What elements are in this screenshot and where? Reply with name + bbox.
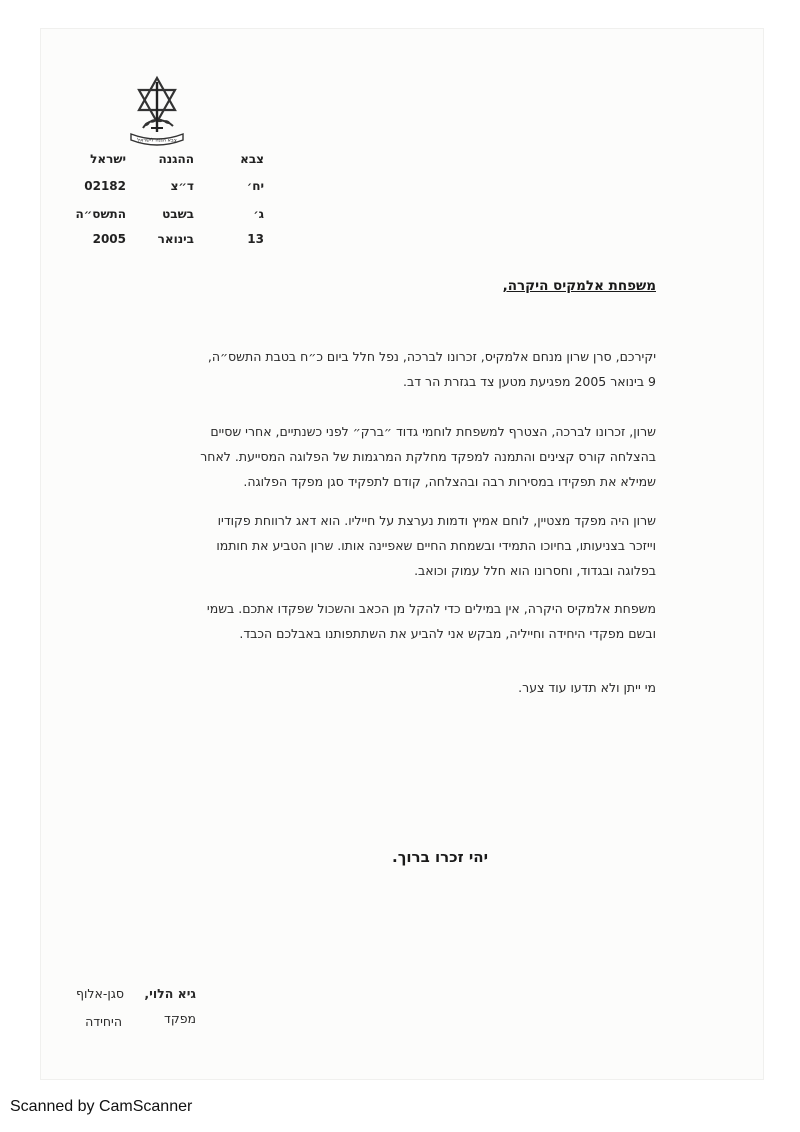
salutation: משפחת אלמקיס היקרה, [502, 278, 656, 294]
paragraph-1 [86, 344, 656, 394]
signature-unit: היחידה [85, 1014, 122, 1029]
header-month: בינואר [157, 232, 194, 246]
header-hebrew-day: ג׳ [253, 207, 264, 221]
header-hebrew-year: התשס״ה [75, 207, 126, 221]
paragraph-3 [86, 508, 656, 583]
paragraph-line: משפחת אלמקיס היקרה, אין במילים כדי להקל מן הכאב והשכול שפקדו אתכם. בשמי [206, 601, 656, 616]
header-israel: ישראל [90, 152, 126, 166]
idf-emblem-icon [125, 72, 189, 146]
header-unit-label: יח׳ [246, 179, 264, 193]
paragraph-line: 9 בינואר 2005 מפגיעת מטען צד בגזרת הר דב. [403, 374, 656, 389]
paragraph-line: וייזכר בצניעותו, בחיוכו התמידי ובשמחת החיים שאפיינה אותו. שרון הטביע את חותמו [216, 538, 656, 553]
header-hebrew-month: בשבט [162, 207, 194, 221]
paragraph-5 [86, 675, 656, 700]
paragraph-line: יקירכם, סרן שרון מנחם אלמקיס, זכרונו לברכה, נפל חלל ביום כ״ח בטבת התשס״ה, [207, 349, 656, 364]
paragraph-line: בהצלחה קורס קצינים והתמנה למפקד מחלקת המרגמות של הפלוגה המסייעת. לאחר [200, 449, 656, 464]
paragraph-4 [86, 596, 656, 646]
paragraph-line: שרון, זכרונו לברכה, הצטרף למשפחת לוחמי גדוד ״ברק״ לפני כשנתיים, אחרי שסיים [210, 424, 656, 439]
paragraph-line: ובשם מפקדי היחידה וחייליה, מבקש אני להביע את השתתפותנו באבלכם הכבד. [239, 626, 656, 641]
paragraph-line: בפלוגה ובגדוד, וחסרונו הוא חלל עמוק וכואב. [414, 563, 656, 578]
header-mail-number: 02182 [84, 179, 126, 193]
letter-sheet [40, 28, 764, 1080]
paragraph-line: שמילא את תפקידו במסירות רבה ובהצלחה, קודם לתפקיד סגן מפקד הפלוגה. [243, 474, 656, 489]
paragraph-2 [86, 419, 656, 494]
signature-role: מפקד [164, 1011, 196, 1026]
paragraph-line: מי ייתן ולא תדעו עוד צער. [518, 680, 656, 695]
header-defense: ההגנה [158, 152, 194, 166]
header-year: 2005 [92, 232, 126, 246]
header-mail-label: ד״צ [170, 179, 194, 193]
scanner-footer: Scanned by CamScanner [10, 1098, 193, 1115]
signature-rank: סגן-אלוף [75, 986, 124, 1001]
memorial-line: יהי זכרו ברוך. [392, 848, 488, 866]
signature-name: גיא הלוי, [144, 986, 196, 1001]
header-army: צבא [240, 152, 264, 166]
paragraph-line: שרון היה מפקד מצטיין, לוחם אמיץ ודמות נערצת על חייליו. הוא דאג לרווחת פקודיו [217, 513, 656, 528]
header-day: 13 [247, 232, 264, 246]
emblem-caption: צבא הגנה לישראל [137, 137, 177, 144]
